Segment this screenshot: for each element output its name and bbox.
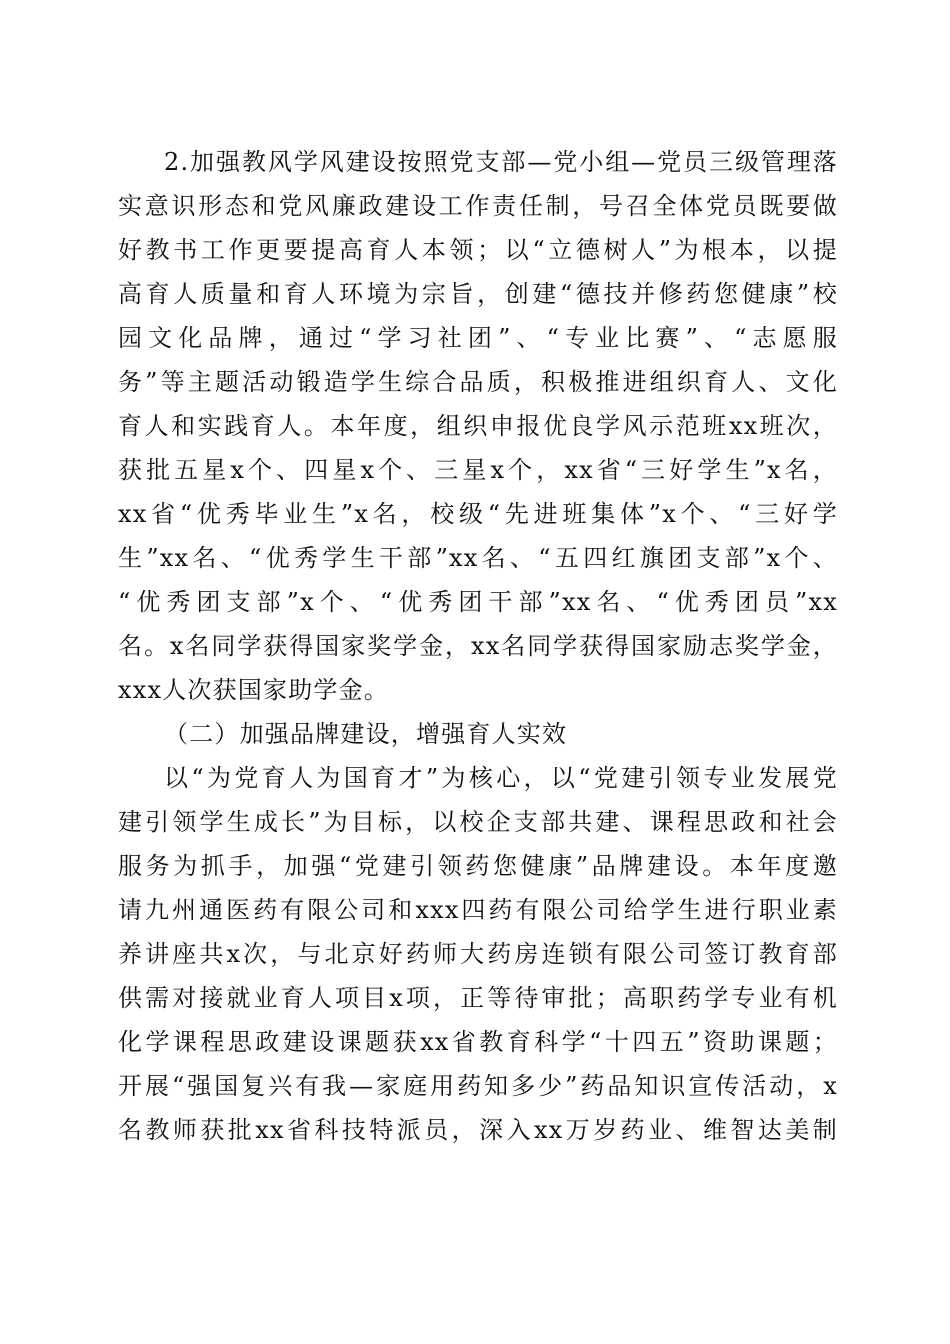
paragraph-1-line: 育人和实践育人。本年度，组织申报优良学风示范班xx班次， [118,412,838,440]
paragraph-2-line: 开展“强国复兴有我—家庭用药知多少”药品知识宣传活动，x [118,1072,838,1100]
paragraph-2-line: 以“为党育人为国育才”为核心，以“党建引领专业发展党 [164,764,838,792]
paragraph-1-line: 2.加强教风学风建设按照党支部—党小组—党员三级管理落 [164,148,838,176]
paragraph-1-line: 高育人质量和育人环境为宗旨，创建“德技并修药您健康”校 [118,280,838,308]
paragraph-2-line: 名教师获批xx省科技特派员，深入xx万岁药业、维智达美制 [118,1116,838,1144]
paragraph-2-line: 服务为抓手，加强“党建引领药您健康”品牌建设。本年度邀 [118,852,838,880]
paragraph-1-line: 获批五星x个、四星x个、三星x个，xx省“三好学生”x名， [118,456,838,484]
document-body [118,140,838,1152]
paragraph-1-line: 名。x名同学获得国家奖学金，xx名同学获得国家励志奖学金， [118,632,838,660]
paragraph-1-line: 园文化品牌，通过“学习社团”、“专业比赛”、“志愿服 [118,324,838,352]
paragraph-2-line: 化学课程思政建设课题获xx省教育科学“十四五”资助课题； [118,1028,838,1056]
paragraph-1-line: 务”等主题活动锻造学生综合品质，积极推进组织育人、文化 [118,368,838,396]
section-heading: （二）加强品牌建设，增强育人实效 [164,720,568,748]
paragraph-1-line: xx省“优秀毕业生”x名，校级“先进班集体”x个、“三好学 [118,500,838,528]
paragraph-1-line: 好教书工作更要提高育人本领；以“立德树人”为根本，以提 [118,236,838,264]
paragraph-1-line: “优秀团支部”x个、“优秀团干部”xx名、“优秀团员”xx [118,588,838,616]
paragraph-2-line: 供需对接就业育人项目x项，正等待审批；高职药学专业有机 [118,984,838,1012]
paragraph-2-line: 养讲座共x次，与北京好药师大药房连锁有限公司签订教育部 [118,940,838,968]
paragraph-1-line: xxx人次获国家助学金。 [118,676,390,704]
paragraph-1-line: 生”xx名、“优秀学生干部”xx名、“五四红旗团支部”x个、 [118,544,838,572]
paragraph-2-line: 建引领学生成长”为目标，以校企支部共建、课程思政和社会 [118,808,838,836]
paragraph-2-line: 请九州通医药有限公司和xxx四药有限公司给学生进行职业素 [118,896,838,924]
paragraph-1-line: 实意识形态和党风廉政建设工作责任制，号召全体党员既要做 [118,192,838,220]
